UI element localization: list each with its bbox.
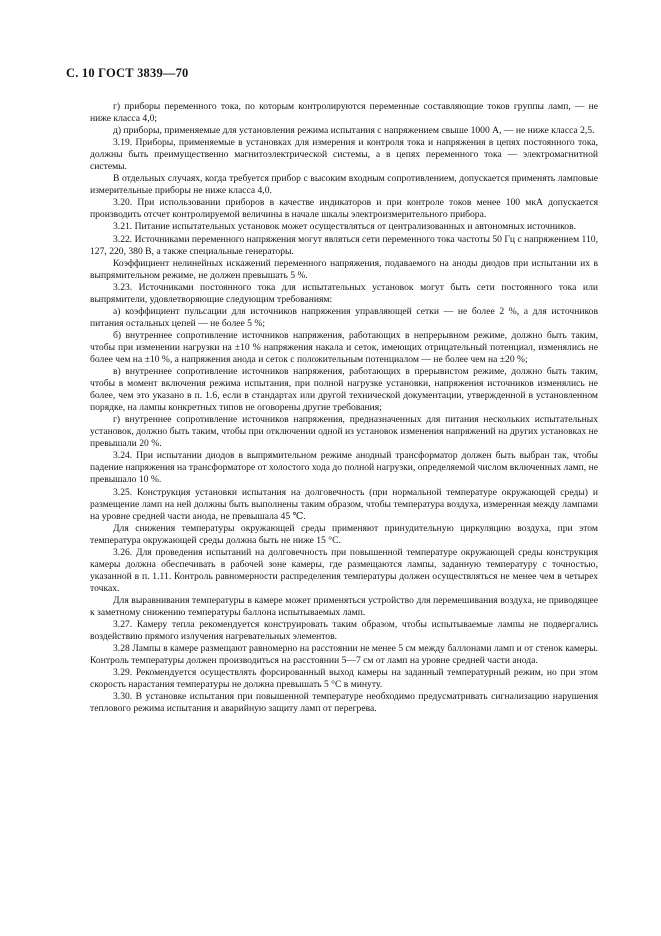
paragraph: В отдельных случаях, когда требуется прибор с высоким входным сопротивлением, допускается применять ламповые измерительные приборы не ниже класса 4,0. xyxy=(90,173,598,197)
paragraph: 3.23. Источниками постоянного тока для испытательных установок могут быть сети постоянного тока или выпрямители, удовлетворяющие следующим требованиям: xyxy=(90,281,598,305)
paragraph: Коэффициент нелинейных искажений переменного напряжения, подаваемого на аноды диодов при испытании их в выпрямительном режиме, не должен превышать 5 %. xyxy=(90,257,598,281)
paragraph: в) внутреннее сопротивление источников напряжения, работающих в прерывистом режиме, должно быть таким, чтобы в момент включения режима испытания, при полной нагрузке установки, напряжения источников изменялись не более, чем это указано в п. 1.6, если в стандартах или другой технической документации, утвержденной в установленном порядке, на лампы конкретных типов не оговорены другие требования; xyxy=(90,366,598,414)
paragraph: Для выравнивания температуры в камере может применяться устройство для перемешивания воздуха, не приводящее к заметному снижению температуры баллона испытываемых ламп. xyxy=(90,594,598,618)
paragraph: Для снижения температуры окружающей среды применяют принудительную циркуляцию воздуха, при этом температура окружающей среды должна быть не ниже 15 °С. xyxy=(90,522,598,546)
paragraph: 3.29. Рекомендуется осуществлять форсированный выход камеры на заданный температурный режим, но при этом скорость нарастания температуры не должна превышать 5 °С в минуту. xyxy=(90,667,598,691)
paragraph: 3.21. Питание испытательных установок может осуществляться от централизованных и автономных источников. xyxy=(113,221,577,233)
paragraph: 3.27. Камеру тепла рекомендуется конструировать таким образом, чтобы испытываемые лампы не подвергались воздействию прямого излучения нагревательных элементов. xyxy=(90,619,598,643)
paragraph: 3.24. При испытании диодов в выпрямительном режиме анодный трансформатор должен быть выбран так, чтобы падение напряжения на трансформаторе от холостого хода до полной нагрузки, определяемой числом включенных ламп, не превышало 10 %. xyxy=(90,450,598,486)
paragraph: 3.22. Источниками переменного напряжения могут являться сети переменного тока частоты 50 Гц с напряжением 110, 127, 220, 380 В, а также специальные генераторы. xyxy=(90,233,598,257)
paragraph: г) внутреннее сопротивление источников напряжения, предназначенных для питания нескольких испытательных установок, должно быть таким, чтобы при отключении одной из установок изменения напряжений на других установках не превышали 20 %. xyxy=(90,414,598,450)
paragraph: г) приборы переменного тока, по которым контролируются переменные составляющие токов группы ламп, — не ниже класса 4,0; xyxy=(90,101,598,125)
paragraph: 3.25. Конструкция установки испытания на долговечность (при нормальной температуре окружающей среды) и размещение ламп на ней должны быть выполнены таким образом, чтобы температура воздуха, измеренная между лампами на уровне средней части анода, не превышала 45 ℃. xyxy=(90,486,598,522)
paragraph: д) приборы, применяемые для установления режима испытания с напряжением свыше 1000 А, — не ниже класса 2,5. xyxy=(113,125,595,137)
page-header: С. 10 ГОСТ 3839—70 xyxy=(66,66,189,80)
paragraph: б) внутреннее сопротивление источников напряжения, работающих в непрерывном режиме, должно быть таким, чтобы при изменении нагрузки на ±10 % напряжения накала и сеток, имеющих отрицательный потенциал, изменялись не более чем на ±10 %, а напряжения анода и сеток с положительным потенциалом — не более чем на ±20 %; xyxy=(90,329,598,365)
paragraph: 3.28 Лампы в камере размещают равномерно на расстоянии не менее 5 см между баллонами ламп и от стенок камеры. Контроль температуры должен производиться на расстоянии 5—7 см от ламп на уровне средней части анода. xyxy=(90,643,598,667)
paragraph: 3.19. Приборы, применяемые в установках для измерения и контроля тока и напряжения в цепях постоянного тока, должны быть преимущественно магнитоэлектрической системы, а в цепях переменного тока — электромагнитной системы. xyxy=(90,137,598,173)
paragraph: 3.26. Для проведения испытаний на долговечность при повышенной температуре окружающей среды конструкция камеры должна обеспечивать в рабочей зоне камеры, где размещаются лампы, заданную температуру с точностью, указанной в п. 1.11. Контроль равномерности распределения температуры должен осуществляться не менее чем в четырех точках. xyxy=(90,546,598,594)
document-body xyxy=(90,101,598,715)
paragraph: а) коэффициент пульсации для источников напряжения управляющей сетки — не более 2 %, а для источников питания остальных цепей — не более 5 %; xyxy=(90,305,598,329)
paragraph: 3.20. При использовании приборов в качестве индикаторов и при контроле токов менее 100 мкА допускается производить отсчет контролируемой величины в начале шкалы электроизмерительного прибора. xyxy=(90,197,598,221)
paragraph: 3.30. В установке испытания при повышенной температуре необходимо предусматривать сигнализацию нарушения теплового режима испытания и аварийную защиту ламп от перегрева. xyxy=(90,691,598,715)
